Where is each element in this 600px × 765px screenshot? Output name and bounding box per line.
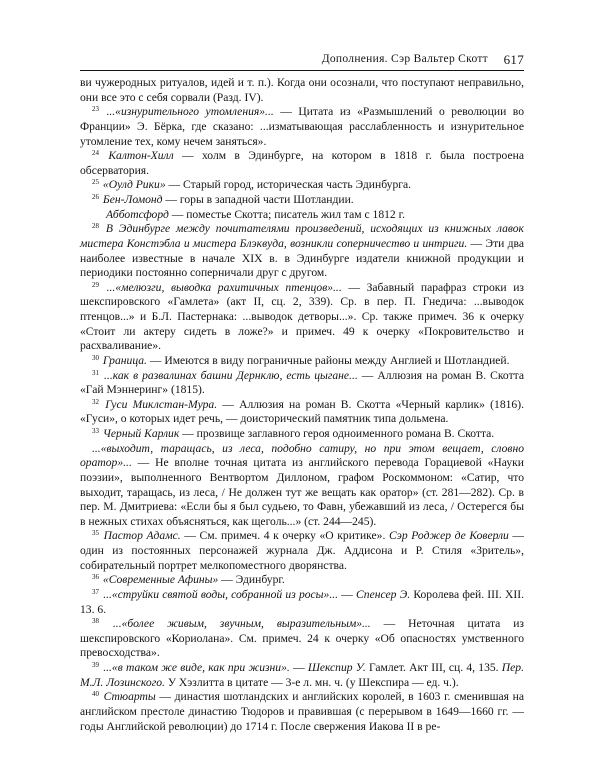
note-36: $^{36}$ «Современные Афины» — Эдинбург. <box>92 573 285 587</box>
note-28: $^{28}$ В Эдинбурге между почитателями произведений, исходящих из книжных лавок мистера Констэбла и мистера Блэквуда, возникли соперничество и интриги. — Эти два наиболее известные в начале XIX в. в Эдинбурге издатели книжной продукции и периодики постоянно соперничали друг с другом. <box>80 222 524 280</box>
note-37: $^{37}$ ...«струйки святой воды, собранной из росы»... — Спенсер Э. Королева фей. III. XII. 13. 6. <box>80 587 524 616</box>
note-34: ...«выходит, таращась, из леса, подобно сатиру, но при этом вещает, словно оратор»... — Не вполне точная цитата из английского перевода Горациевой «Науки поэзии», выполненного Вентвортом Диллоном, графом Роскоммоном: «Сатир, что выходит, таращась, из леса, / Не должен тут же вещать как оратор» (ст. 281—282). Ср. в пер. М. Дмитриева: «Если бы я был судьею, то Фавн, убежавший из леса, / Остерегся бы в нежных стихах объясняться, как щеголь...» (ст. 244—245). <box>80 441 524 528</box>
note-26-continued: Абботсфорд — поместье Скотта; писатель жил там с 1812 г. <box>106 207 405 221</box>
note-23: $^{23}$ ...«изнурительного утомления»... — Цитата из «Размышлений о революции во Франции» Э. Бёрка, где сказано: ...изматывающая расслабленность и изнурительное утомление тех, кому нечем заняться». <box>80 105 524 148</box>
note-26: $^{26}$ Бен-Ломонд — горы в западной части Шотландии. <box>92 193 354 206</box>
note-25: $^{25}$ «Оулд Рики» — Старый город, историческая часть Эдинбурга. <box>92 178 412 192</box>
running-header <box>80 52 524 70</box>
note-35: $^{35}$ Пастор Адамс. — См. примеч. 4 к очерку «О критике». Сэр Роджер де Коверли — один из постоянных персонажей журнала Дж. Аддисона и Р. Стиля «Зритель», собирательный портрет мелкопоместного дворянства. <box>80 529 525 572</box>
note-32: $^{32}$ Гуси Миклстан-Мура. — Аллюзия на роман В. Скотта «Черный карлик» (1816). «Гуси», о которых идет речь, — доисторический памятник типа дольмена. <box>80 397 524 426</box>
header-rule <box>80 70 524 71</box>
note-38: $^{38}$ ...«более живым, звучным, выразительным»... — Неточная цитата из шекспировского «Кориолана». См. примеч. 24 к очерку «Об опасностях умственного превосходства». <box>80 617 524 660</box>
note-33: $^{33}$ Черный Карлик — прозвище заглавного героя одноименного романа В. Скотта. <box>92 427 495 440</box>
note-39: $^{39}$ ...«в таком же виде, как при жизни». — Шекспир У. Гамлет. Акт III, сц. 4, 135. Пер. М.Л. Лозинского. У Хэзлитта в цитате — 3-е л. мн. ч. (у Шекспира — ед. ч.). <box>80 661 524 689</box>
running-title: Дополнения. Сэр Вальтер Скотт <box>321 53 488 65</box>
note-29: $^{29}$ ...«мелюзги, выводка рахитичных птенцов»... — Забавный парафраз строки из шекспировского «Гамлета» (акт II, сц. 2, 339). Ср. в пер. П. Гнедича: ...выводок птенцов...» и Б.Л. Пастернака: ...выводок детворы...». Ср. также примеч. 36 к очерку «Стоит ли актеру сидеть в ложе?» и примеч. 49 к очерку «Покровительство и расхваливание». <box>80 280 524 353</box>
note-24: $^{24}$ Калтон-Хилл — холм в Эдинбурге, на котором в 1818 г. была построена обсерватория. <box>80 149 524 177</box>
notes-body <box>80 76 524 734</box>
note-continuation: ви чужеродных ритуалов, идей и т. п.). Когда они осознали, что поступают неправильно, они все это с себя сорвали (Разд. IV). <box>80 76 524 104</box>
note-31: $^{31}$ ...как в развалинах башни Дернклю, есть цыгане... — Аллюзия на роман В. Скотта «Гай Мэннеринг» (1815). <box>80 368 524 397</box>
page-number: 617 <box>503 52 524 67</box>
note-30: $^{30}$ Граница. — Имеются в виду пограничные районы между Англией и Шотландией. <box>92 353 510 367</box>
note-40: $^{40}$ Стюарты — династия шотландских и английских королей, в 1603 г. сменившая на английском престоле династию Тюдоров и правившая (с перерывом в 1649—1660 гг. — годы Английской революции) до 1714 г. После свержения Иакова II в ре- <box>80 690 524 733</box>
